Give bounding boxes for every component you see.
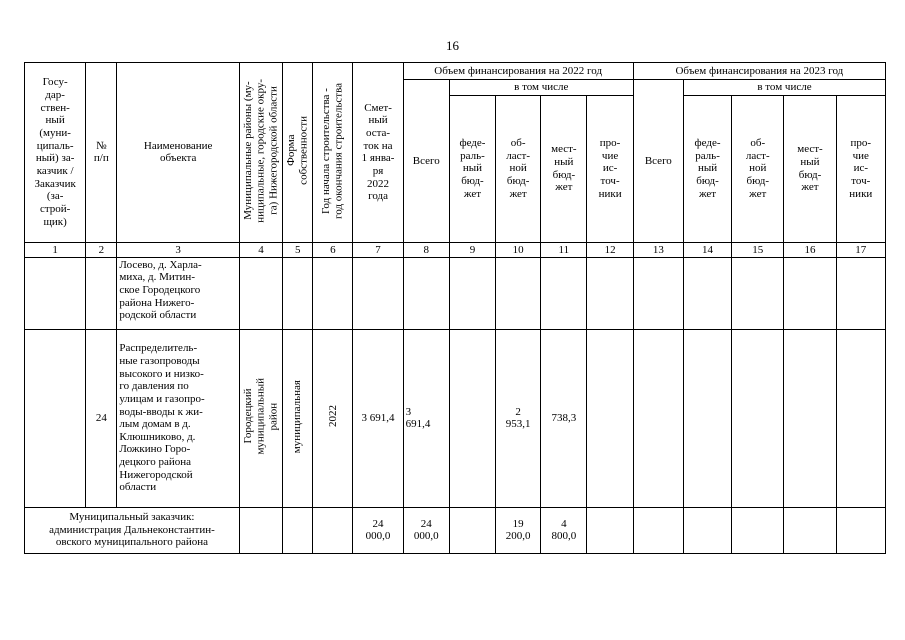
header-number: № п/п bbox=[86, 63, 117, 243]
column-number: 1 bbox=[25, 242, 86, 257]
header-local-2022: мест- ный бюд- жет bbox=[541, 95, 587, 242]
header-estimate-balance: Смет- ный оста- ток на 1 янва- ря 2022 года bbox=[353, 63, 403, 243]
column-number: 17 bbox=[836, 242, 885, 257]
regional-2022: 2 953,1 bbox=[496, 329, 541, 507]
header-federal-2023: феде- раль- ный бюд- жет bbox=[683, 95, 731, 242]
header-ownership: Форма собственности bbox=[285, 116, 310, 185]
header-customer: Госу- дар- ствен- ный (муни- ципаль- ный) за- казчик / Заказчик (за- строй- щик) bbox=[25, 63, 86, 243]
column-number: 10 bbox=[496, 242, 541, 257]
header-other-2023: про- чие ис- точ- ники bbox=[836, 95, 885, 242]
summary-total-2022: 24 000,0 bbox=[403, 507, 449, 553]
header-federal-2022: феде- раль- ный бюд- жет bbox=[449, 95, 495, 242]
total-2022: 3 691,4 bbox=[403, 329, 449, 507]
header-including-2022: в том числе bbox=[449, 80, 633, 96]
summary-row bbox=[25, 507, 886, 553]
header-regional-2022: об- ласт- ной бюд- жет bbox=[496, 95, 541, 242]
table-row bbox=[25, 329, 886, 507]
header-years-cell bbox=[313, 63, 353, 243]
header-regional-2023: об- ласт- ной бюд- жет bbox=[732, 95, 784, 242]
column-number: 9 bbox=[449, 242, 495, 257]
page-number: 16 bbox=[446, 38, 459, 53]
year: 2022 bbox=[326, 405, 339, 428]
column-number: 6 bbox=[313, 242, 353, 257]
municipal-customer: Муниципальный заказчик: администрация Дальнеконстантин- овского муниципального района bbox=[25, 507, 240, 553]
header-other-2022: про- чие ис- точ- ники bbox=[587, 95, 633, 242]
column-number: 3 bbox=[117, 242, 240, 257]
column-number: 5 bbox=[283, 242, 313, 257]
column-number: 13 bbox=[633, 242, 683, 257]
object-name: Распределитель- ные газопроводы высокого и низко- го давления по улицам и газопро- воды-вводы к жи- лым домам в д. Клюшниково, д. Ложкино Горо- децкого района Нижегородской области bbox=[117, 329, 240, 507]
column-number-row bbox=[25, 242, 886, 257]
header-including-2023: в том числе bbox=[683, 80, 885, 96]
row-number: 24 bbox=[86, 329, 117, 507]
ownership: муниципальная bbox=[291, 379, 304, 453]
header-years: Год начала строительства - год окончания строительства bbox=[320, 82, 345, 219]
summary-regional-2022: 19 200,0 bbox=[496, 507, 541, 553]
ownership-cell bbox=[283, 329, 313, 507]
header-district: Муниципальные районы (му- ниципальные, городские окру- га) Нижегородской области bbox=[242, 78, 280, 223]
header-local-2023: мест- ный бюд- жет bbox=[784, 95, 836, 242]
header-object-name: Наименование объекта bbox=[117, 63, 240, 243]
header-funding-2023: Объем финансирования на 2023 год bbox=[633, 63, 885, 80]
table-row bbox=[25, 257, 886, 329]
local-2022: 738,3 bbox=[541, 329, 587, 507]
estimate-balance: 3 691,4 bbox=[353, 329, 403, 507]
column-number: 11 bbox=[541, 242, 587, 257]
summary-estimate-balance: 24 000,0 bbox=[353, 507, 403, 553]
object-name: Лосево, д. Харла- миха, д. Митин- ское Городецкого района Нижего- родской области bbox=[117, 257, 240, 329]
header-total-2023: Всего bbox=[633, 80, 683, 243]
column-number: 12 bbox=[587, 242, 633, 257]
header-district-cell bbox=[239, 63, 282, 243]
header-funding-2022: Объем финансирования на 2022 год bbox=[403, 63, 633, 80]
summary-local-2022: 4 800,0 bbox=[541, 507, 587, 553]
column-number: 2 bbox=[86, 242, 117, 257]
column-number: 4 bbox=[239, 242, 282, 257]
district: Городецкий муниципальный район bbox=[242, 378, 280, 455]
district-cell bbox=[239, 329, 282, 507]
column-number: 16 bbox=[784, 242, 836, 257]
column-number: 7 bbox=[353, 242, 403, 257]
investment-program-table bbox=[24, 62, 886, 554]
header-total-2022: Всего bbox=[403, 80, 449, 243]
column-number: 8 bbox=[403, 242, 449, 257]
column-number: 15 bbox=[732, 242, 784, 257]
year-cell bbox=[313, 329, 353, 507]
header-ownership-cell bbox=[283, 63, 313, 243]
column-number: 14 bbox=[683, 242, 731, 257]
